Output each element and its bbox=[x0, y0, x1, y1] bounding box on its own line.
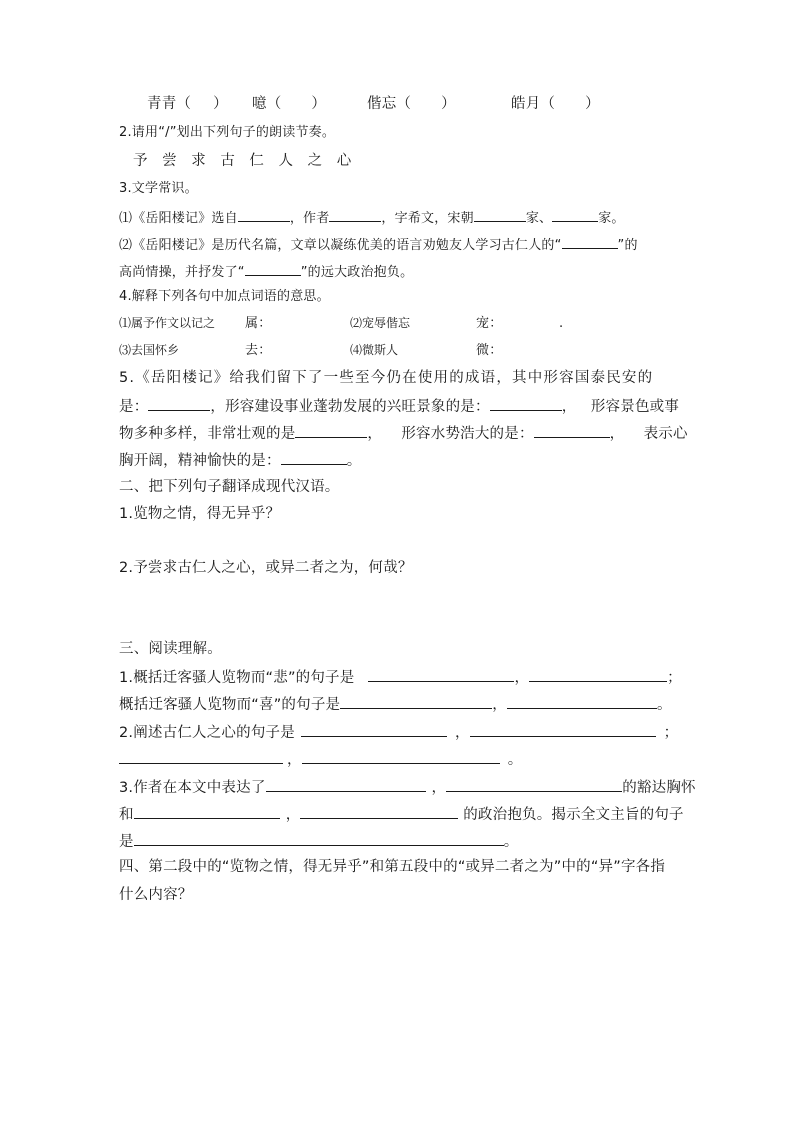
sec2-sentence-1: 1.览物之情，得无异乎？ bbox=[119, 506, 281, 522]
q1-word-4: 皓月（ ） bbox=[511, 96, 600, 112]
blank[interactable] bbox=[329, 209, 381, 222]
blank[interactable] bbox=[301, 724, 447, 737]
sec3-q3-line3: 是 。 bbox=[119, 834, 519, 850]
sec3-q1-line1: 1.概括迁客骚人览物而“悲”的句子是 ， ； bbox=[119, 670, 682, 686]
q4-tail-2: . bbox=[559, 316, 564, 331]
sec3-q2-line2: ， 。 bbox=[119, 751, 522, 768]
q5-line4: 胸开阔，精神愉快的是： 。 bbox=[119, 453, 362, 469]
q3-line3: 高尚情操，并抒发了“ ”的远大政治抱负。 bbox=[119, 265, 414, 280]
sec3-q1-line2: 概括迁客骚人览物而“喜”的句子是 ， 。 bbox=[119, 697, 672, 713]
blank[interactable] bbox=[552, 209, 598, 222]
sec3-q2-line1: 2.阐述古仁人之心的句子是 ， ； bbox=[119, 725, 679, 741]
q4-item-2: ⑵宠辱偕忘 bbox=[350, 316, 411, 330]
blank[interactable] bbox=[562, 236, 618, 249]
blank[interactable] bbox=[340, 696, 492, 709]
blank[interactable] bbox=[238, 209, 290, 222]
sec4-line2: 什么内容？ bbox=[119, 887, 193, 903]
q4-word-1: 属： bbox=[245, 316, 272, 331]
q4-label: 4.解释下列各句中加点词语的意思。 bbox=[119, 289, 330, 304]
q2-label: 2.请用“/”划出下列句子的朗读节奏。 bbox=[119, 125, 336, 140]
blank[interactable] bbox=[470, 724, 656, 737]
blank[interactable] bbox=[446, 779, 622, 792]
q1-word-3: 偕忘（ ） bbox=[367, 96, 456, 112]
sec3-q3-line1: 3.作者在本文中表达了 ， 的豁达胸怀 bbox=[119, 780, 696, 796]
blank[interactable] bbox=[134, 806, 280, 819]
blank[interactable] bbox=[281, 452, 347, 465]
q3-label: 3.文学常识。 bbox=[119, 181, 198, 196]
blank[interactable] bbox=[266, 779, 426, 792]
blank[interactable] bbox=[534, 425, 610, 438]
sec4-line1: 四、第二段中的“览物之情，得无异乎”和第五段中的“或异二者之为”中的“异”字各指 bbox=[119, 859, 666, 875]
blank[interactable] bbox=[302, 751, 500, 764]
sec2-sentence-2: 2.予尝求古仁人之心，或异二者之为，何哉？ bbox=[119, 560, 413, 576]
blank[interactable] bbox=[119, 751, 283, 764]
q3-line2: ⑵《岳阳楼记》是历代名篇，文章以凝练优美的语言劝勉友人学习古仁人的“ ”的 bbox=[119, 238, 638, 253]
sec2-title: 二、把下列句子翻译成现代汉语。 bbox=[119, 479, 340, 495]
sec3-title: 三、阅读理解。 bbox=[119, 641, 222, 657]
blank[interactable] bbox=[368, 669, 514, 682]
q4-word-4: 微： bbox=[476, 343, 503, 358]
q4-item-4: ⑷微斯人 bbox=[350, 343, 399, 357]
q1-word-1: 青青（ ） bbox=[147, 96, 228, 112]
sec3-q3-line2: 和 ， 的政治抱负。揭示全文主旨的句子 bbox=[119, 807, 684, 823]
blank[interactable] bbox=[300, 806, 458, 819]
q2-sentence: 予 尝 求 古 仁 人 之 心 bbox=[133, 153, 357, 169]
q3-line1: ⑴《岳阳楼记》选自 ，作者 ，字希文，宋朝 家、 家。 bbox=[119, 211, 625, 226]
blank[interactable] bbox=[490, 398, 562, 411]
q5-line1: 5.《岳阳楼记》给我们留下了一些至今仍在使用的成语，其中形容国泰民安的 bbox=[119, 370, 654, 386]
q4-item-3: ⑶去国怀乡 bbox=[119, 343, 180, 357]
blank[interactable] bbox=[474, 209, 526, 222]
blank[interactable] bbox=[295, 425, 367, 438]
q4-item-1: ⑴属予作文以记之 bbox=[119, 316, 216, 330]
blank[interactable] bbox=[134, 833, 504, 846]
q1-word-2: 噫（ ） bbox=[252, 96, 327, 112]
q5-line3: 物多种多样，非常壮观的是 ， 形容水势浩大的是： ， 表示心 bbox=[119, 426, 688, 442]
q4-word-2: 宠： bbox=[476, 316, 503, 331]
blank[interactable] bbox=[507, 696, 657, 709]
blank[interactable] bbox=[148, 398, 210, 411]
blank[interactable] bbox=[245, 263, 301, 276]
q5-line2: 是： ，形容建设事业蓬勃发展的兴旺景象的是： ， 形容景色或事 bbox=[119, 399, 680, 415]
q4-word-3: 去： bbox=[245, 343, 272, 358]
blank[interactable] bbox=[529, 669, 667, 682]
